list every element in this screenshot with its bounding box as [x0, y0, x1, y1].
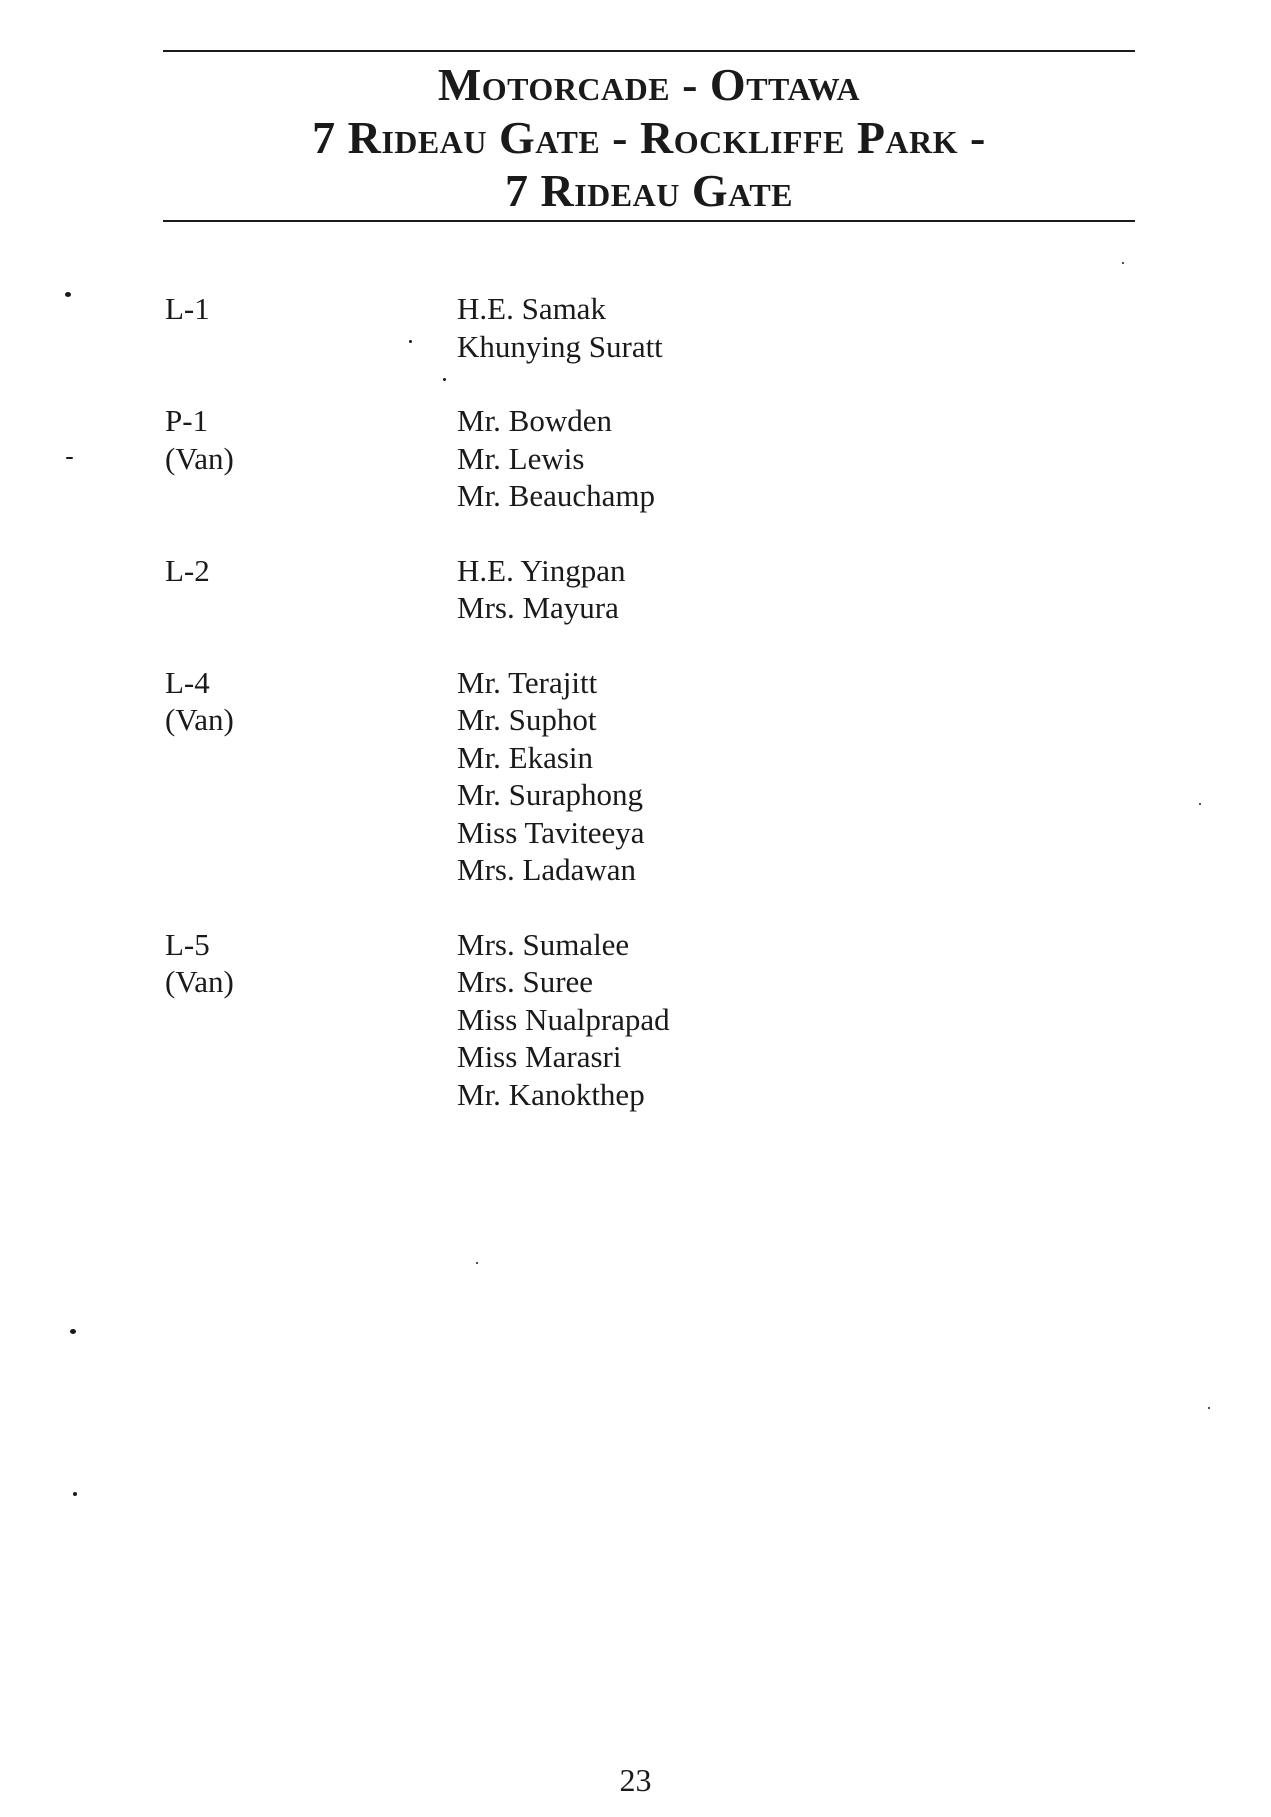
passenger-name: Mr. Kanokthep [457, 1076, 645, 1112]
motorcade-roster [165, 290, 1065, 1150]
vehicle-group-l5 [165, 926, 1065, 1114]
vehicle-group-l2 [165, 552, 1065, 627]
vehicle-group-l4 [165, 664, 1065, 889]
passenger-name: Mr. Lewis [457, 440, 585, 476]
page-number: 23 [619, 1762, 652, 1798]
vehicle-label [165, 402, 457, 515]
passenger-list [457, 552, 1065, 627]
passenger-name: Khunying Suratt [457, 328, 663, 364]
passenger-name: Mr. Terajitt [457, 664, 598, 700]
passenger-name: Miss Marasri [457, 1039, 622, 1074]
scan-speck [70, 1329, 76, 1334]
passenger-name: Mrs. Suree [457, 964, 594, 999]
vehicle-code: P-1 [165, 403, 209, 438]
scan-speck [443, 378, 446, 381]
header-line-1: Motorcade - Ottawa [437, 59, 861, 110]
header-bottom-rule [163, 220, 1135, 222]
vehicle-label [165, 290, 457, 365]
passenger-list [457, 402, 1065, 515]
vehicle-group-p1 [165, 402, 1065, 515]
vehicle-code: L-2 [165, 552, 210, 588]
scan-speck [66, 457, 73, 459]
passenger-name: Mrs. Sumalee [457, 926, 630, 962]
vehicle-code: L-1 [165, 291, 210, 326]
scan-speck [73, 1492, 77, 1496]
passenger-name: H.E. Samak [457, 291, 606, 326]
passenger-list [457, 290, 1065, 365]
passenger-name: Mrs. Mayura [457, 590, 619, 625]
passenger-list [457, 926, 1065, 1114]
passenger-name: Mr. Suraphong [457, 777, 643, 812]
vehicle-label [165, 926, 457, 1114]
passenger-name: H.E. Yingpan [457, 552, 626, 588]
vehicle-code: L-5 [165, 926, 210, 962]
vehicle-label [165, 552, 457, 627]
passenger-name: Mr. Suphot [457, 702, 597, 737]
passenger-name: Mr. Ekasin [457, 739, 594, 775]
vehicle-label [165, 664, 457, 889]
passenger-name: Mrs. Ladawan [457, 852, 637, 887]
scan-speck [65, 292, 71, 297]
vehicle-code: L-4 [165, 664, 210, 700]
scan-speck [1199, 803, 1201, 805]
header-top-rule [163, 50, 1135, 52]
passenger-name: Miss Taviteeya [457, 814, 645, 850]
header-line-2: 7 Rideau Gate - Rockliffe Park - [312, 112, 986, 163]
scan-speck [476, 1262, 478, 1264]
vehicle-type: (Van) [165, 964, 234, 999]
vehicle-type: (Van) [165, 440, 234, 476]
passenger-name: Mr. Bowden [457, 403, 612, 438]
passenger-list [457, 664, 1065, 889]
scan-speck [409, 340, 412, 343]
scan-speck [1122, 262, 1124, 264]
vehicle-group-l1 [165, 290, 1065, 365]
scan-speck [1208, 1407, 1210, 1409]
passenger-name: Mr. Beauchamp [457, 478, 656, 513]
header-line-3: 7 Rideau Gate [504, 165, 794, 216]
page-header [163, 58, 1135, 217]
passenger-name: Miss Nualprapad [457, 1001, 670, 1037]
vehicle-type: (Van) [165, 702, 234, 737]
